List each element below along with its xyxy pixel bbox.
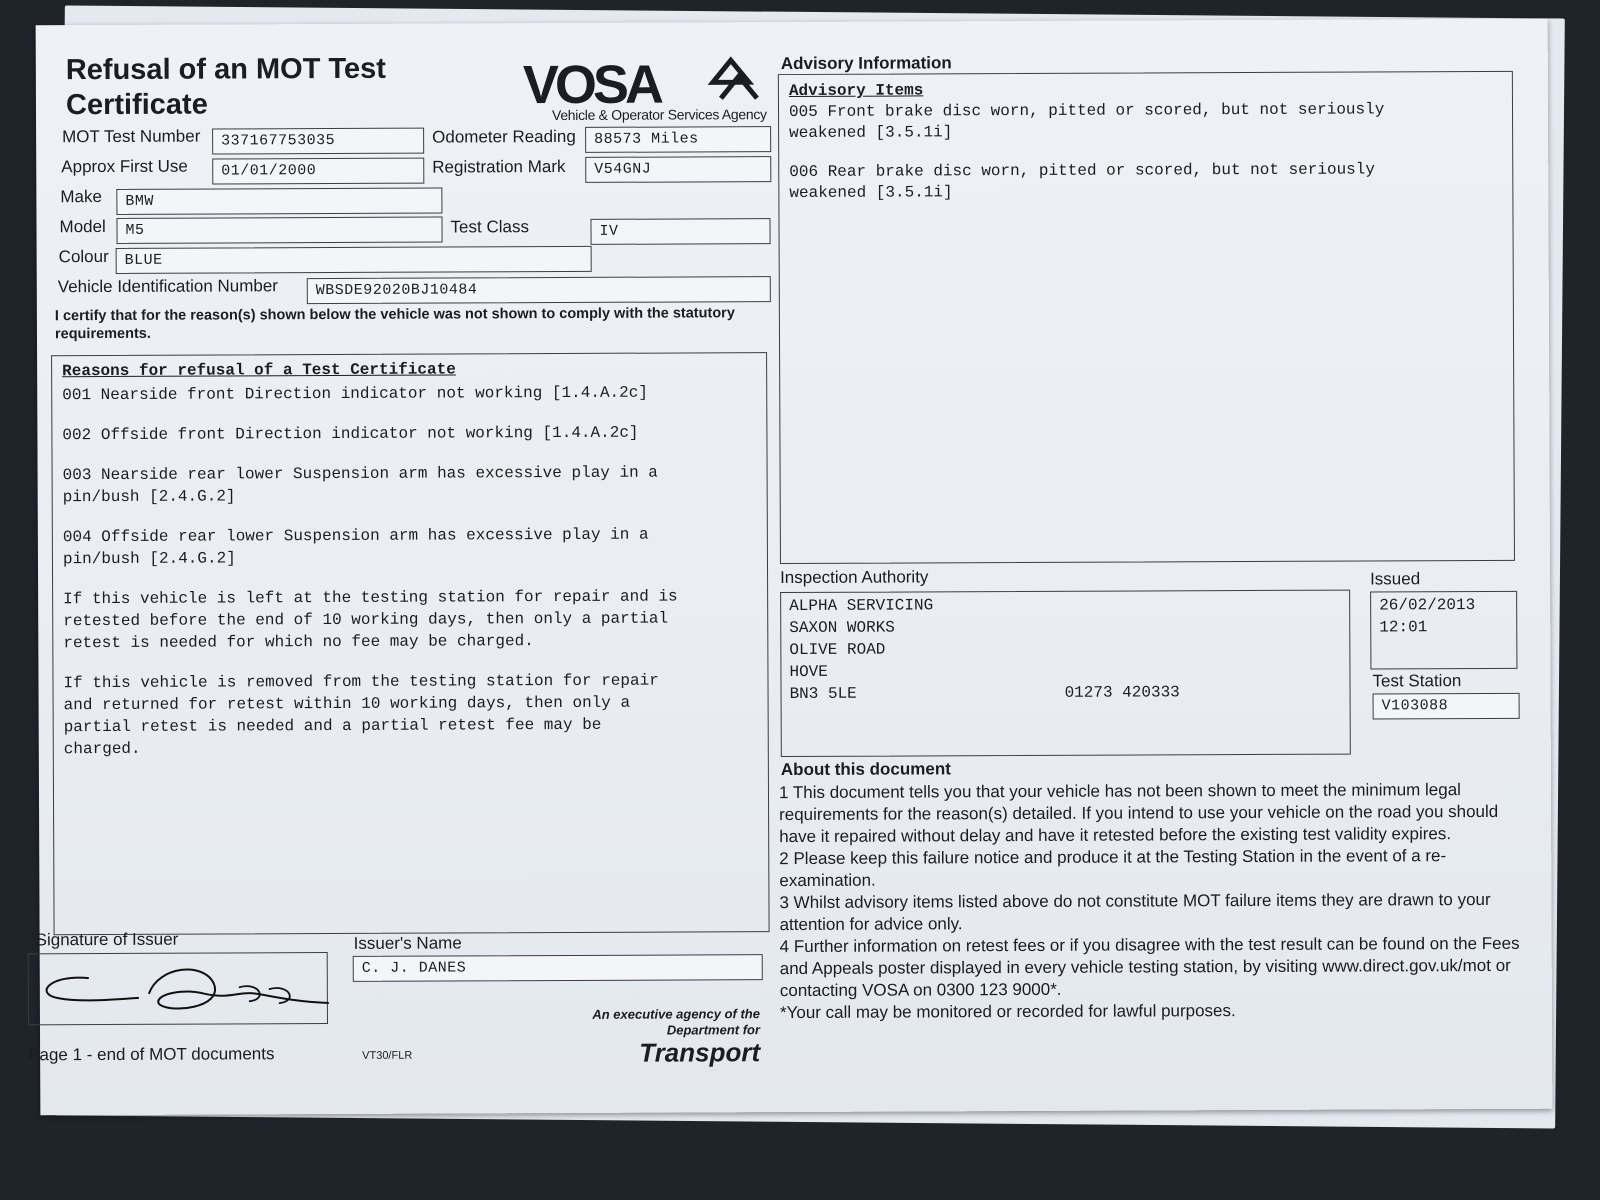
test-station-field: V103088 [1373, 693, 1520, 720]
advisory-heading: Advisory Items [788, 81, 924, 101]
advisory-item: 005 Front brake disc worn, pitted or scored, but not seriously weakened [3.5.1i] [788, 100, 1385, 143]
address-line: SAXON WORKS [789, 618, 895, 638]
form-code: VT30/FLR [362, 1049, 413, 1062]
make-field: BMW [116, 188, 442, 215]
page-note: Page 1 - end of MOT documents [28, 1044, 275, 1065]
dft-line-3: Transport [639, 1037, 761, 1068]
issuer-name-label: Issuer's Name [353, 933, 462, 953]
inspection-authority-title: Inspection Authority [780, 567, 929, 588]
handwritten-signature-icon [29, 953, 329, 1026]
retest-note: If this vehicle is left at the testing station for repair and is retested before the end of 10 working days, then only a partial retest is needed for which no fee may be charged. [63, 587, 678, 653]
certification-statement: I certify that for the reason(s) shown below the vehicle was not shown to comply with the statutory requirements. [54, 305, 735, 343]
agency-name: Vehicle & Operator Services Agency [551, 106, 767, 124]
logo-wordmark: VOSA [522, 54, 661, 116]
issued-date: 26/02/2013 [1379, 596, 1476, 615]
about-paragraph: 4 Further information on retest fees or if you disagree with the test result can be found on the Fees and Appeals poster displayed in every vehicle testing station, by visiting www.direct.gov.uk/mot or contacting VOSA on 0300 123 9000*. [779, 933, 1520, 1001]
reason-item: 003 Nearside rear lower Suspension arm has excessive play in a pin/bush [2.4.G.2] [62, 463, 658, 507]
address-line: HOVE [789, 662, 828, 682]
title-line-1: Refusal of an MOT Test [65, 52, 387, 87]
advisory-item: 006 Rear brake disc worn, pitted or scored, but not seriously weakened [3.5.1i] [789, 160, 1376, 203]
signature-label: Signature of Issuer [35, 929, 179, 950]
mot-test-number-label: MOT Test Number [62, 126, 201, 147]
registration-label: Registration Mark [432, 156, 566, 177]
postcode-phone-row [790, 681, 1342, 705]
advisory-box [778, 71, 1515, 564]
about-title: About this document [780, 759, 951, 780]
model-label: Model [59, 216, 106, 237]
signature-box [28, 952, 328, 1025]
advisory-title: Advisory Information [780, 53, 952, 74]
reasons-heading: Reasons for refusal of a Test Certificate [62, 360, 456, 381]
odometer-label: Odometer Reading [432, 126, 576, 147]
test-class-label: Test Class [450, 217, 529, 237]
dft-line-2: Department for [666, 1022, 761, 1038]
phone-number: 01273 420333 [1064, 683, 1180, 702]
reason-item: 004 Offside rear lower Suspension arm has excessive play in a pin/bush [2.4.G.2] [62, 525, 649, 569]
document-title [66, 51, 486, 123]
postcode: BN3 5LE [789, 684, 857, 704]
about-footnote: *Your call may be monitored or recorded for lawful purposes. [779, 1001, 1236, 1023]
issued-title: Issued [1370, 569, 1421, 589]
reason-item: 001 Nearside front Direction indicator not working [1.4.A.2c] [62, 383, 648, 405]
vin-label: Vehicle Identification Number [57, 276, 278, 297]
mot-test-number-field: 337167753035 [212, 128, 424, 155]
address-line: ALPHA SERVICING [789, 596, 934, 616]
about-paragraph: 3 Whilst advisory items listed above do not constitute MOT failure items they are drawn to your attention for advice only. [779, 889, 1491, 935]
odometer-field: 88573 Miles [585, 126, 771, 153]
issued-box [1370, 591, 1517, 670]
make-label: Make [60, 187, 102, 207]
test-station-title: Test Station [1372, 671, 1462, 691]
first-use-label: Approx First Use [61, 156, 188, 177]
colour-field: BLUE [116, 246, 592, 274]
reason-item: 002 Offside front Direction indicator not working [1.4.A.2c] [62, 423, 639, 445]
inspection-authority-box [780, 590, 1351, 757]
address-line: OLIVE ROAD [789, 640, 886, 660]
retest-note: If this vehicle is removed from the testing station for repair and returned for retest within 10 working days, then only a partial retest is needed and a partial retest fee may be charged. [63, 671, 659, 759]
about-text [779, 779, 1530, 1024]
title-line-2: Certificate [65, 88, 208, 122]
mot-refusal-certificate [28, 19, 1553, 1116]
reasons-box [51, 352, 770, 935]
dft-logo [560, 1006, 760, 1067]
dft-line-1: An executive agency of the [592, 1006, 760, 1022]
issued-time: 12:01 [1379, 618, 1428, 637]
colour-label: Colour [58, 246, 109, 267]
vin-field: WBSDE92020BJ10484 [307, 276, 771, 304]
about-paragraph: 2 Please keep this failure notice and produce it at the Testing Station in the event of a re-examination. [779, 846, 1447, 891]
first-use-field: 01/01/2000 [212, 158, 424, 185]
model-field: M5 [116, 217, 442, 244]
issuer-name-field: C. J. DANES [353, 954, 763, 982]
about-paragraph: 1 This document tells you that your vehicle has not been shown to meet the minimum legal requirements for the reason(s) detailed. If you intend to use your vehicle on the road you should have it repaired without delay and have it retested before the existing test validity expires. [778, 780, 1499, 847]
registration-field: V54GNJ [585, 156, 771, 183]
test-class-field: IV [590, 218, 770, 245]
